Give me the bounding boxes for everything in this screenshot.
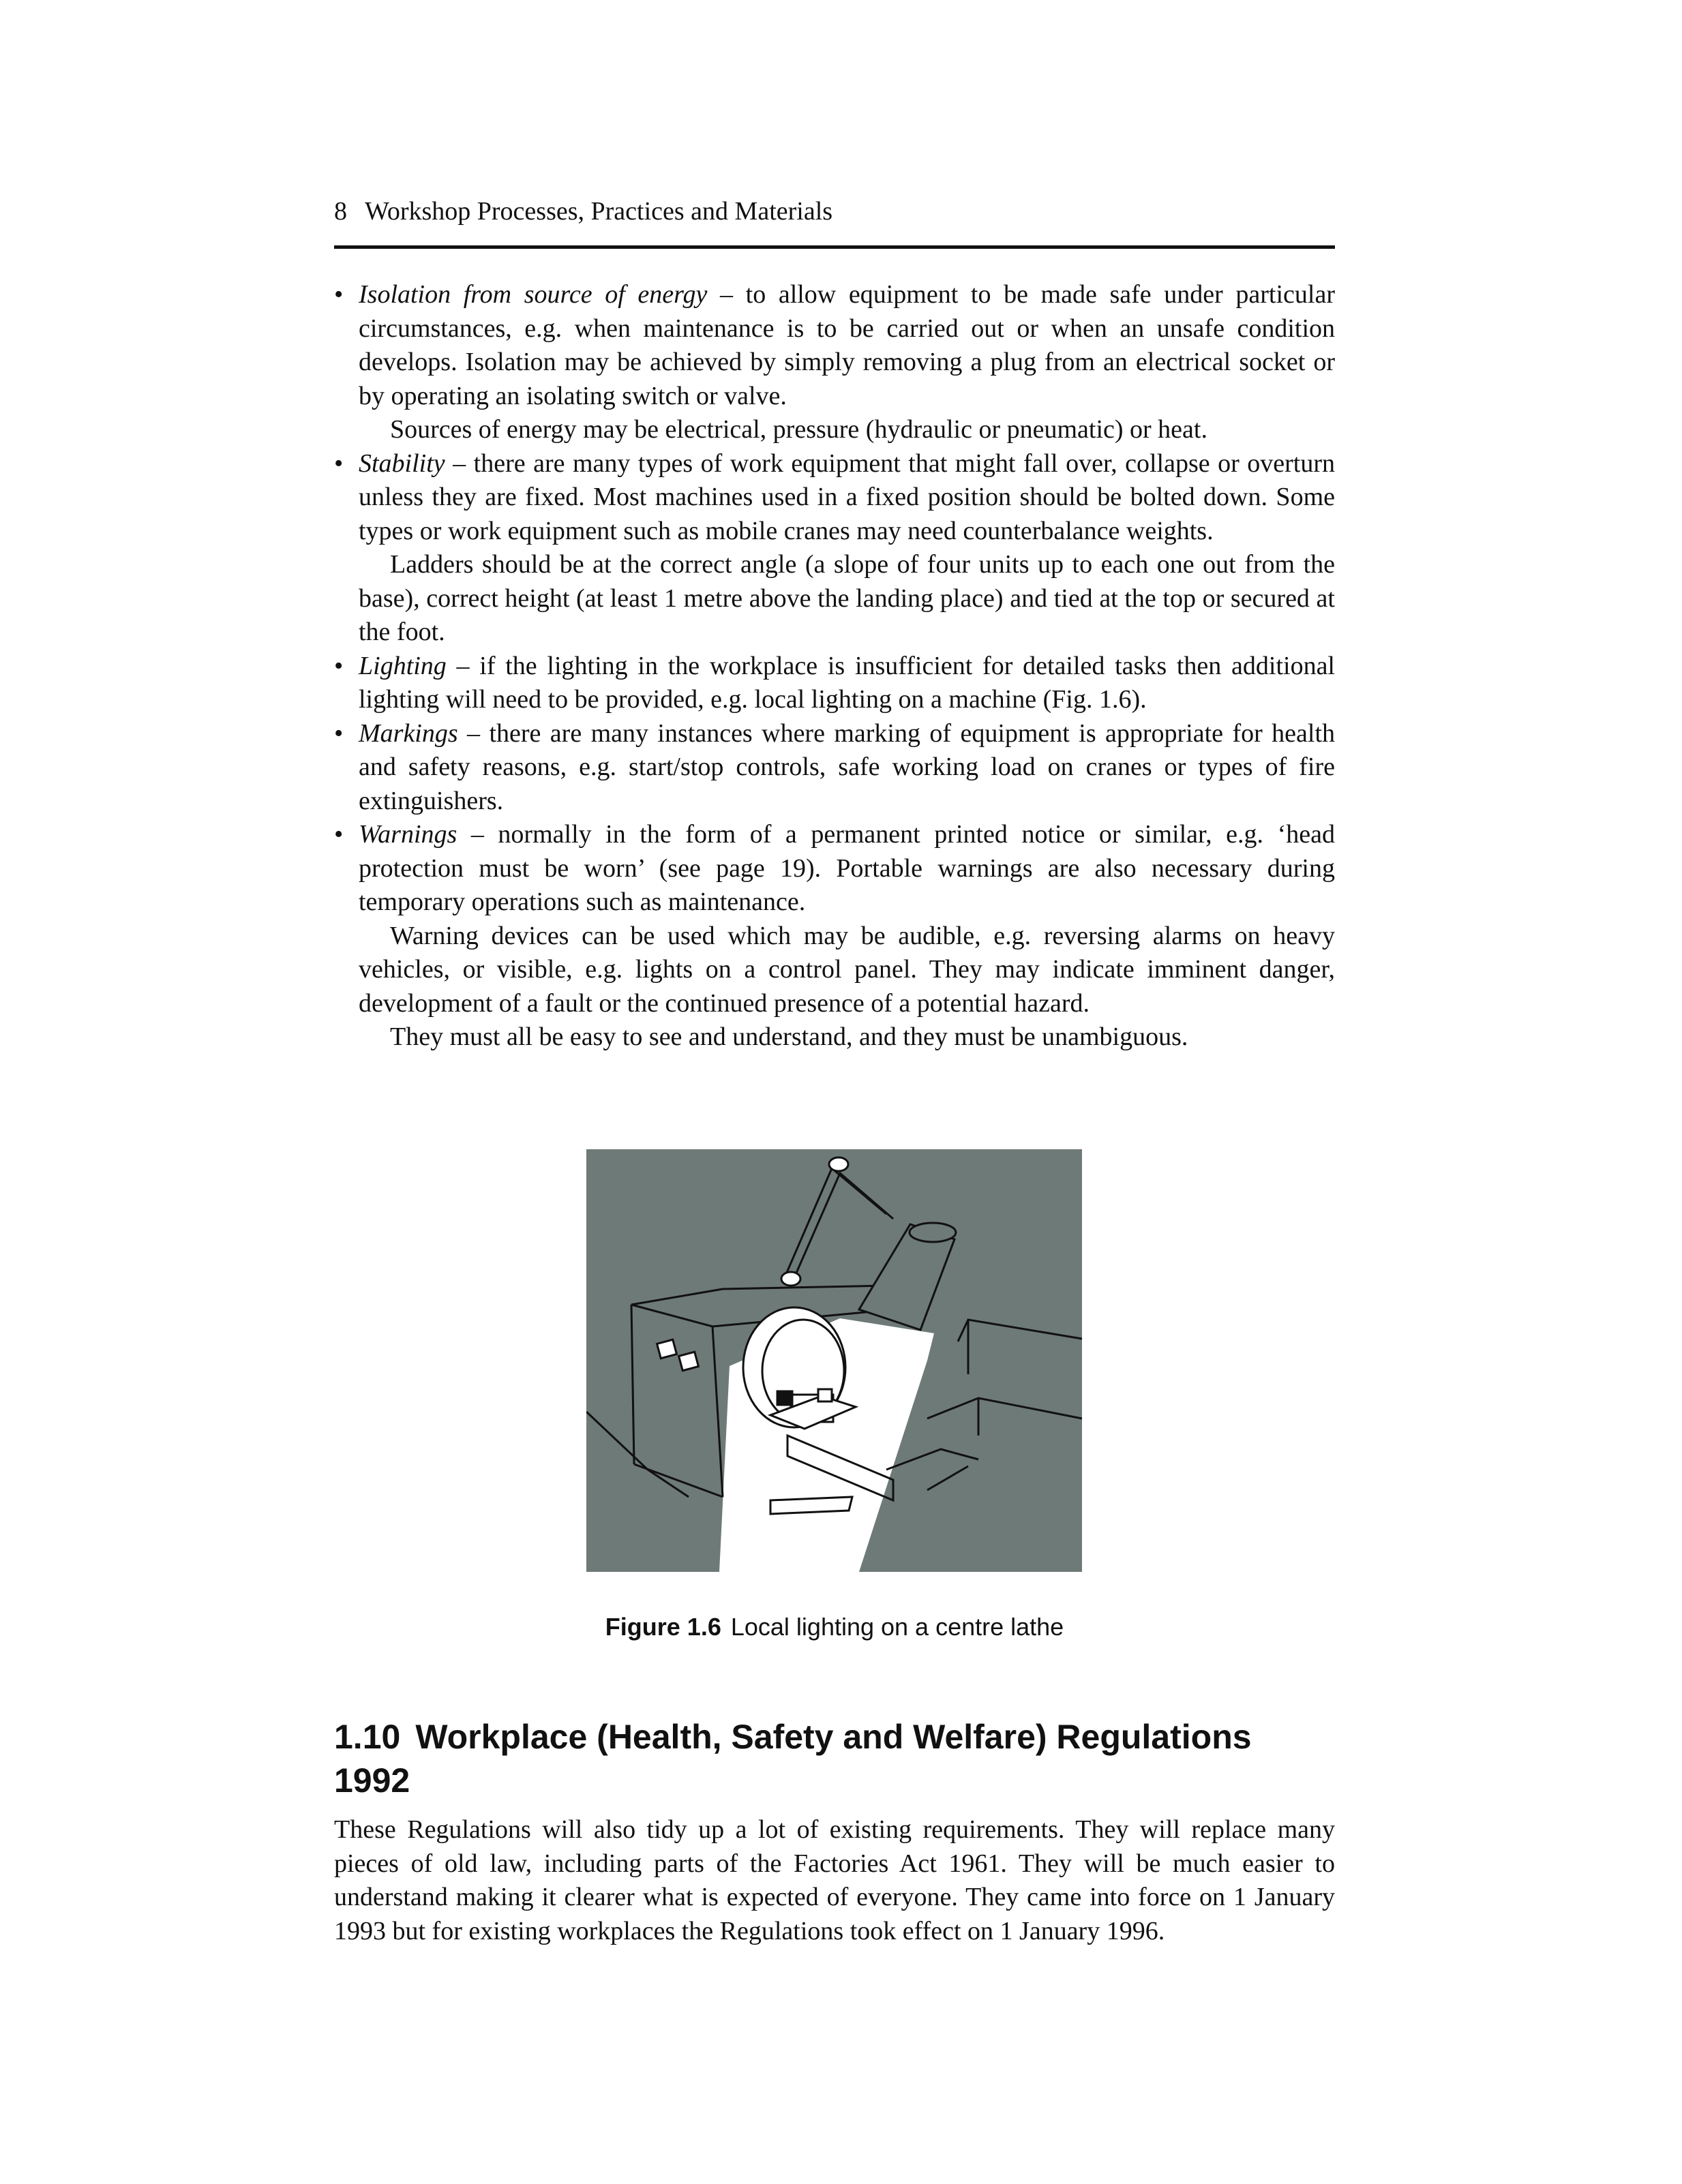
- section-number: 1.10: [334, 1718, 401, 1756]
- list-item-stability: [334, 447, 1335, 650]
- list-item-text: [359, 447, 1335, 549]
- list-item-warnings: [334, 818, 1335, 1055]
- bullet-icon: •: [334, 651, 344, 680]
- arm-base: [781, 1272, 800, 1286]
- running-header: [334, 192, 1335, 230]
- bullet-icon: •: [334, 820, 344, 849]
- bullet-list: [334, 278, 1335, 1055]
- list-item-text: [359, 650, 1335, 717]
- list-item-text: [359, 818, 1335, 920]
- list-item-continuation: Ladders should be at the correct angle (a slope of four units up to each one out from the base), correct height (at least 1 metre above the landing place) and tied at the top or secured at the foot.: [359, 550, 1335, 646]
- list-item-text: [359, 717, 1335, 819]
- figure-caption-text: Local lighting on a centre lathe: [730, 1613, 1064, 1641]
- arm-joint: [829, 1157, 848, 1171]
- list-item-text: [359, 278, 1335, 413]
- section-heading: [334, 1715, 1335, 1802]
- page-number: 8: [334, 197, 347, 226]
- lamp-rim: [910, 1223, 956, 1242]
- figure-lathe-lighting: [586, 1149, 1082, 1572]
- lathe-illustration: [586, 1149, 1082, 1572]
- list-item-continuation: Warning devices can be used which may be audible, e.g. reversing alarms on heavy vehicles, or visible, e.g. lights on a control panel. They may indicate imminent danger, development of a fault or the continued presence of a potential hazard.: [359, 921, 1335, 1018]
- list-item-body: – there are many types of work equipment that might fall over, collapse or overturn unless they are fixed. Most machines used in a fixed position should be bolted down. Some types or work equipment such as mobile cranes may need counterbalance weights.: [359, 449, 1335, 545]
- bullet-icon: •: [334, 718, 344, 748]
- list-item-term: Lighting: [359, 651, 447, 680]
- header-rule: [334, 245, 1335, 249]
- list-item-term: Stability: [359, 449, 445, 478]
- list-item-term: Isolation from source of energy: [359, 280, 708, 309]
- list-item-term: Markings: [359, 718, 458, 748]
- list-item-continuation: They must all be easy to see and understand, and they must be unambiguous.: [390, 1022, 1188, 1051]
- list-item-markings: [334, 717, 1335, 819]
- list-item-body: – normally in the form of a permanent printed notice or similar, e.g. ‘head protection must be worn’ (see page 19). Portable warnings are also necessary during temporary operations such as maintenance.: [359, 820, 1335, 916]
- list-item-body: – to allow equipment to be made safe under particular circumstances, e.g. when maintenance is to be carried out or when an unsafe condition develops. Isolation may be achieved by simply removing a plug from an electrical socket or by operating an isolating switch or valve.: [359, 280, 1335, 410]
- list-item-body: – if the lighting in the workplace is insufficient for detailed tasks then additional lighting will need to be provided, e.g. local lighting on a machine (Fig. 1.6).: [359, 651, 1335, 714]
- bullet-icon: •: [334, 449, 344, 478]
- section-paragraph: These Regulations will also tidy up a lot of existing requirements. They will replace many pieces of old law, including parts of the Factories Act 1961. They will be much easier to understand making it clearer what is expected of everyone. They came into force on 1 January 1993 but for existing workplaces the Regulations took effect on 1 January 1996.: [334, 1815, 1335, 1945]
- list-item-term: Warnings: [359, 820, 457, 849]
- section-title: Workplace (Health, Safety and Welfare) Regulations 1992: [334, 1718, 1252, 1800]
- list-item-continuation: Sources of energy may be electrical, pressure (hydraulic or pneumatic) or heat.: [390, 415, 1207, 444]
- list-item-isolation: [334, 278, 1335, 447]
- list-item-body: – there are many instances where marking of equipment is appropriate for health and safety reasons, e.g. start/stop controls, safe working load on cranes or types of fire extinguishers.: [359, 718, 1335, 815]
- figure-caption: [334, 1610, 1335, 1644]
- running-title: Workshop Processes, Practices and Materials: [365, 197, 833, 226]
- bullet-icon: •: [334, 280, 344, 309]
- figure-label: Figure 1.6: [605, 1613, 721, 1641]
- section-body: [334, 1813, 1335, 1948]
- list-item-lighting: [334, 650, 1335, 717]
